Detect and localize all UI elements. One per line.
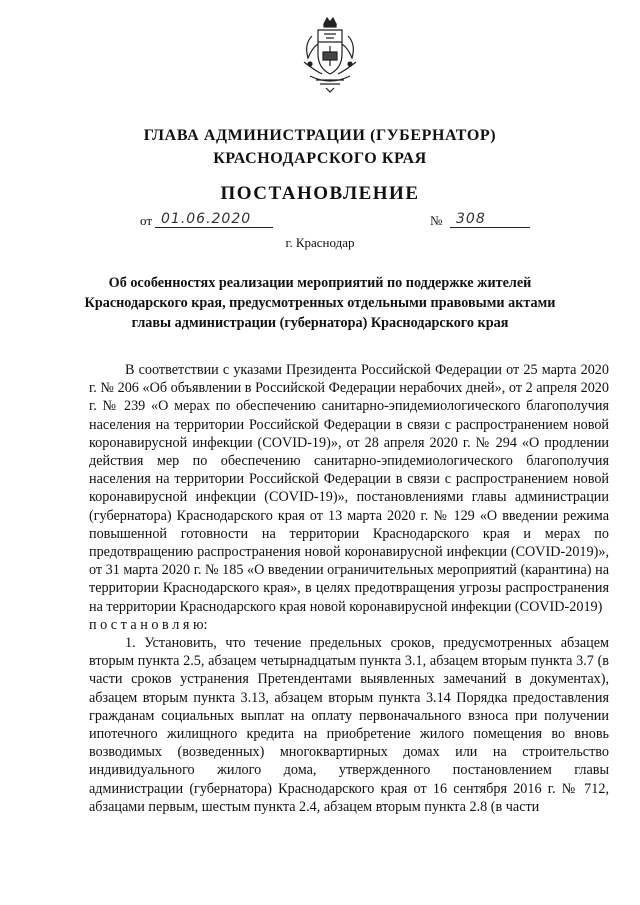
authority-line-2: КРАСНОДАРСКОГО КРАЯ — [213, 150, 427, 167]
document-type-heading: ПОСТАНОВЛЕНИЕ — [220, 183, 420, 204]
authority-line-1: ГЛАВА АДМИНИСТРАЦИИ (ГУБЕРНАТОР) — [143, 127, 497, 144]
date-prefix: от — [140, 213, 153, 228]
city-label: г. Краснодар — [285, 235, 355, 250]
item-1-paragraph: 1. Установить, что течение предельных сроков, предусмотренных абзацем вторым пункта 2.5, абзацем четырнадцатым пункта 3.1, абзацем вторым пункта 3.7 (в части сроков устранения Претендентами выявленных замечаний в документах), абзацем вторым пункта 3.13, абзацем вторым пункта 3.14 Порядка предоставления гражданам социальных выплат на оплату первоначального взноса при получении ипотечного жилищного кредита на приобретение жилого помещения во вновь возводимых (возведенных) многоквартирных домах или на строительство индивидуального жилого дома, утвержденного постановлением главы администрации (губернатора) Краснодарского края от 16 сентября 2016 г. № 712, абзацами первым, шестым пункта 2.4, абзацем вторым пункта 2.8 (в части — [89, 635, 609, 815]
document-title: Об особенностях реализации мероприятий по поддержке жителей Краснодарского края, предусмотренных отдельными правовыми актами главы администрации (губернатора) Краснодарского края — [84, 275, 556, 331]
preamble-paragraph: В соответствии с указами Президента Российской Федерации от 25 марта 2020 г. № 206 «Об объявлении в Российской Федерации нерабочих дней», от 2 апреля 2020 г. № 239 «О мерах по обеспечению санитарно-эпидемиологического благополучия населения на территории Российской Федерации в связи с распространением новой коронавирусной инфекции (COVID-19)», от 28 апреля 2020 г. № 294 «О продлении действия мер по обеспечению санитарно-эпидемиологического благополучия населения на территории Российской Федерации в связи с распространением новой коронавирусной инфекции (COVID-19)», постановлениями главы администрации (губернатора) Краснодарского края от 13 марта 2020 г. № 129 «О введении режима повышенной готовности на территории Краснодарского края и мерах по предотвращению распространения новой коронавирусной инфекции (COVID-2019)», от 31 марта 2020 г. № 185 «О введении ограничительных мероприятий (карантина) на территории Краснодарского края», в целях предотвращения угрозы распространения на территории Краснодарского края новой коронавирусной инфекции (COVID-2019) — [89, 362, 609, 615]
number-prefix: № — [430, 213, 443, 228]
date-value: 01.06.2020 — [155, 211, 273, 228]
coat-of-arms-emblem — [298, 14, 362, 94]
decree-word: п о с т а н о в л я ю: — [89, 616, 208, 633]
document-body — [89, 361, 609, 816]
number-value: 308 — [450, 211, 530, 228]
